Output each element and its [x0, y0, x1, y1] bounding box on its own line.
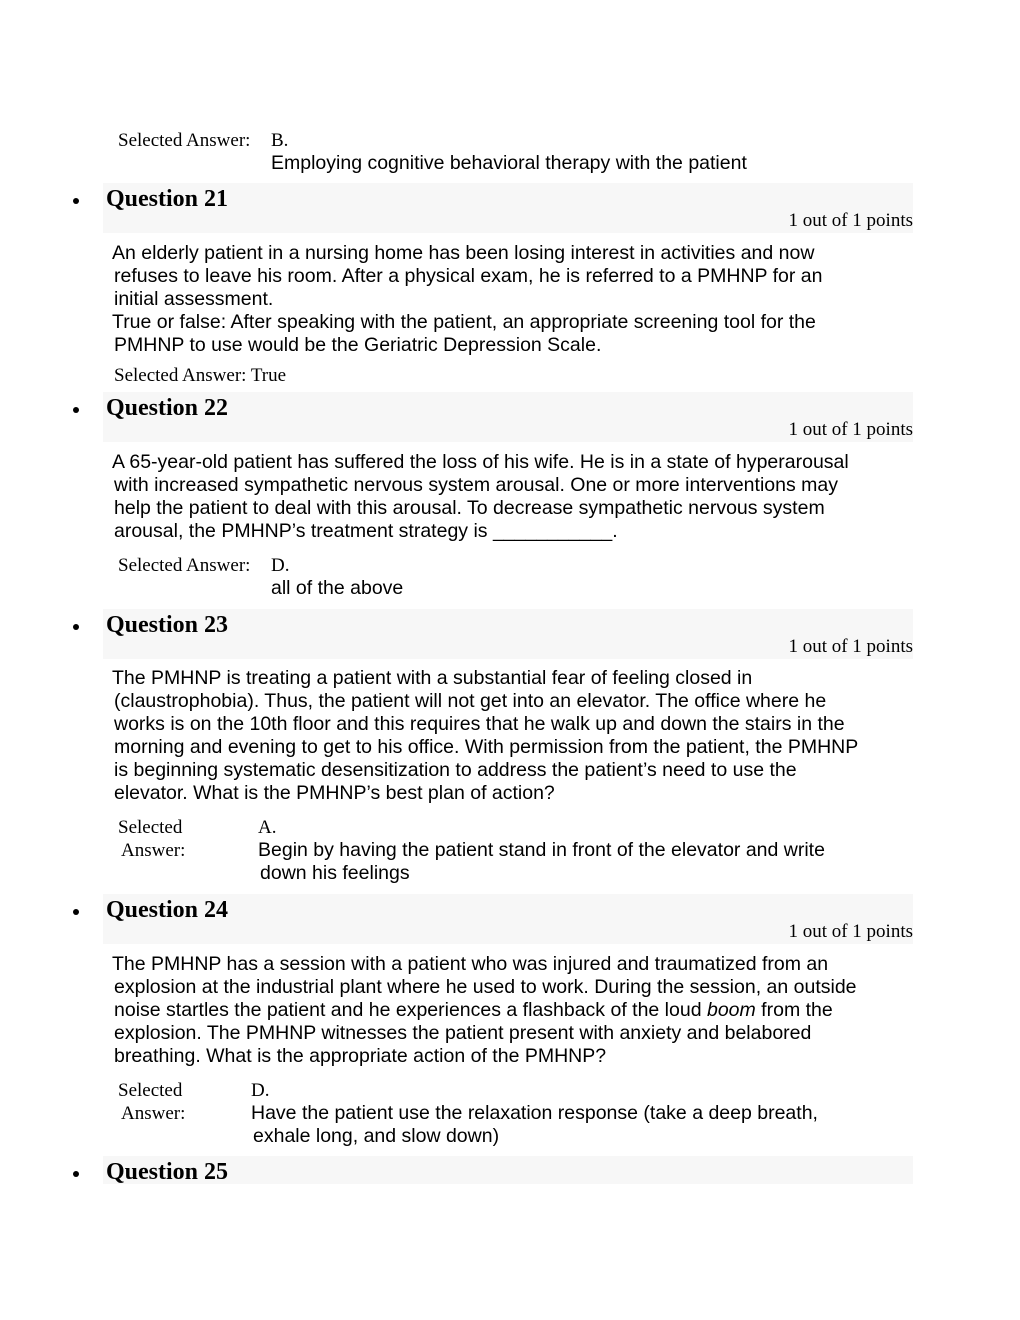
selected-answer-text: Have the patient use the relaxation response (take a deep breath, exhale long, and slow down) [251, 1102, 818, 1147]
selected-answer-label: Selected Answer: [118, 555, 251, 576]
selected-answer-text: Employing cognitive behavioral therapy with the patient [271, 152, 747, 174]
question-header-21 [103, 183, 913, 233]
question-header-22 [103, 392, 913, 442]
selected-answer-letter: D. [251, 1080, 270, 1101]
question-title: Question 21 [106, 186, 229, 212]
question-points: 1 out of 1 points [788, 921, 913, 942]
selected-answer-label: Answer: [121, 1103, 186, 1124]
question-text-22 [112, 451, 867, 543]
question-points: 1 out of 1 points [788, 210, 913, 231]
selected-answer-text: all of the above [271, 577, 404, 599]
selected-answer-label: Selected Answer: True [114, 365, 287, 386]
bullet-icon [73, 198, 79, 204]
selected-answer-label: Selected [118, 817, 183, 838]
selected-answer-letter: B. [271, 130, 289, 151]
question-paragraph: True or false: After speaking with the patient, an appropriate screening tool for the PMHNP to use would be the Geriatric Depression Scale. [112, 311, 816, 356]
question-paragraph [112, 953, 872, 1068]
question-points: 1 out of 1 points [788, 636, 913, 657]
selected-answer-letter: D. [271, 555, 290, 576]
question-title: Question 25 [106, 1159, 229, 1185]
question-text-part: The PMHNP has a session with a patient who was injured and traumatized from an explosion at the industrial plant where he used to work. During the session, an outside noise startles the patient and he experiences a flashback of the loud [112, 953, 857, 1021]
bullet-icon [73, 624, 79, 630]
question-title: Question 23 [106, 612, 229, 638]
question-text-24 [112, 953, 872, 1068]
selected-answer-letter: A. [258, 817, 277, 838]
question-text-emphasis: boom [706, 999, 756, 1021]
question-paragraph: The PMHNP is treating a patient with a substantial fear of feeling closed in (claustrophobia). Thus, the patient will not get into an elevator. The office where he works is on the 10th floor and this requires that he walk up and down the stairs in the morning and evening to get to his office. With permission from the patient, the PMHNP is beginning systematic desensitization to address the patient’s need to use the elevator. What is the PMHNP’s best plan of action? [112, 667, 858, 804]
bullet-icon [73, 909, 79, 915]
question-header-25 [103, 1156, 913, 1184]
bullet-icon [73, 407, 79, 413]
selected-answer-label: Answer: [121, 840, 186, 861]
question-paragraph: An elderly patient in a nursing home has been losing interest in activities and now refuses to leave his room. After a physical exam, he is referred to a PMHNP for an initial assessment. [112, 242, 823, 310]
question-title: Question 24 [106, 897, 229, 923]
question-text-part: from the explosion. The PMHNP witnesses the patient present with anxiety and belabored breathing. What is the appropriate action of the PMHNP? [114, 999, 833, 1067]
question-header-23 [103, 609, 913, 659]
question-header-24 [103, 894, 913, 944]
bullet-icon [73, 1171, 79, 1177]
question-paragraph: A 65-year-old patient has suffered the loss of his wife. He is in a state of hyperarousal with increased sympathetic nervous system arousal. One or more interventions may help the patient to deal with this arousal. To decrease sympathetic nervous system arousal, the PMHNP’s treatment strategy is ___________. [112, 451, 849, 542]
selected-answer-text: Begin by having the patient stand in front of the elevator and write down his feelings [258, 839, 825, 884]
selected-answer-label: Selected Answer: [118, 130, 251, 151]
selected-answer-label: Selected [118, 1080, 183, 1101]
question-points: 1 out of 1 points [788, 419, 913, 440]
question-text-21 [112, 242, 842, 357]
question-text-23 [112, 667, 872, 805]
question-title: Question 22 [106, 395, 229, 421]
